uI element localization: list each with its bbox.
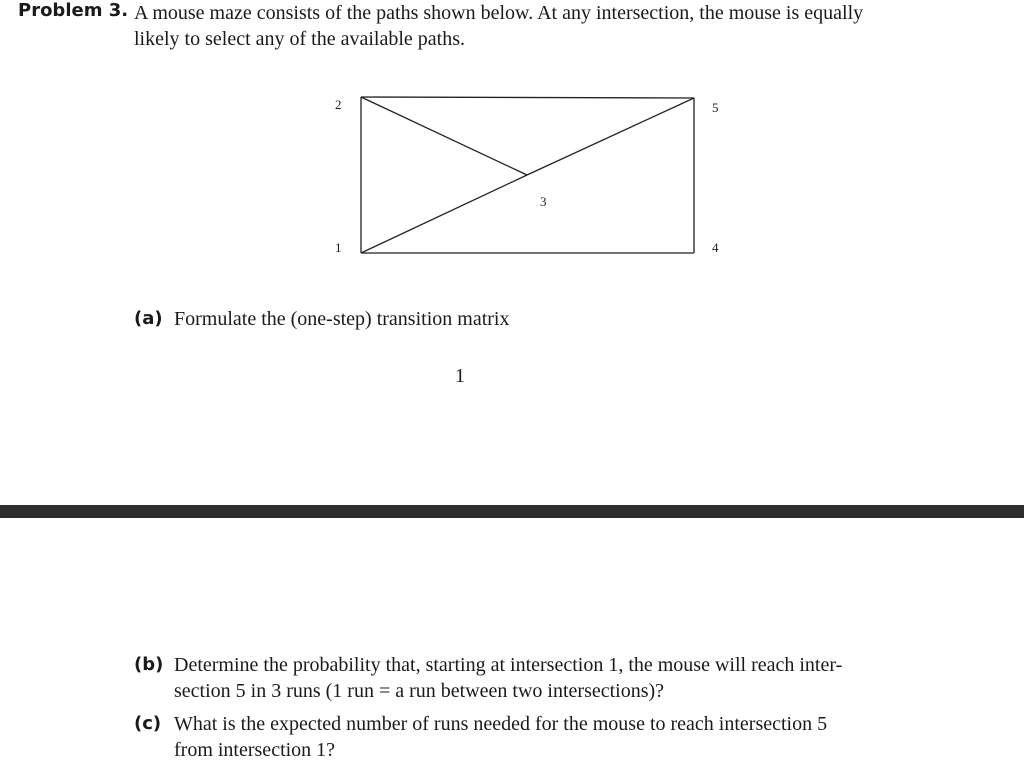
page-divider [0, 505, 1024, 518]
maze-path-3-5 [527, 98, 694, 175]
part-c-line-2: from intersection 1? [174, 739, 336, 761]
part-c-text [174, 711, 964, 763]
node-label-1: 1 [335, 240, 342, 255]
node-label-3: 3 [540, 194, 547, 209]
node-label-4: 4 [712, 240, 719, 255]
problem-statement-line-2: likely to select any of the available paths. [134, 28, 465, 50]
problem-statement-line-1: A mouse maze consists of the paths shown below. At any intersection, the mouse is equally [134, 2, 864, 24]
maze-diagram [0, 0, 1024, 300]
maze-path-2-3 [361, 97, 527, 175]
maze-path-2-5 [361, 97, 694, 98]
part-c-line-1: What is the expected number of runs needed for the mouse to reach intersection 5 [174, 713, 828, 735]
maze-path-1-3 [361, 175, 527, 253]
page-number: 1 [455, 365, 465, 387]
node-label-2: 2 [335, 97, 342, 112]
part-b-label: (b) [134, 654, 164, 675]
part-b-line-1: Determine the probability that, starting at intersection 1, the mouse will reach inter- [174, 654, 843, 676]
part-b-line-2: section 5 in 3 runs (1 run = a run between two intersections)? [174, 680, 665, 702]
part-c-label: (c) [134, 713, 162, 734]
part-a-text: Formulate the (one-step) transition matrix [174, 308, 510, 330]
problem-label: Problem 3. [18, 0, 129, 21]
part-a-label: (a) [134, 308, 163, 329]
part-b-text [174, 652, 964, 704]
node-label-5: 5 [712, 100, 719, 115]
